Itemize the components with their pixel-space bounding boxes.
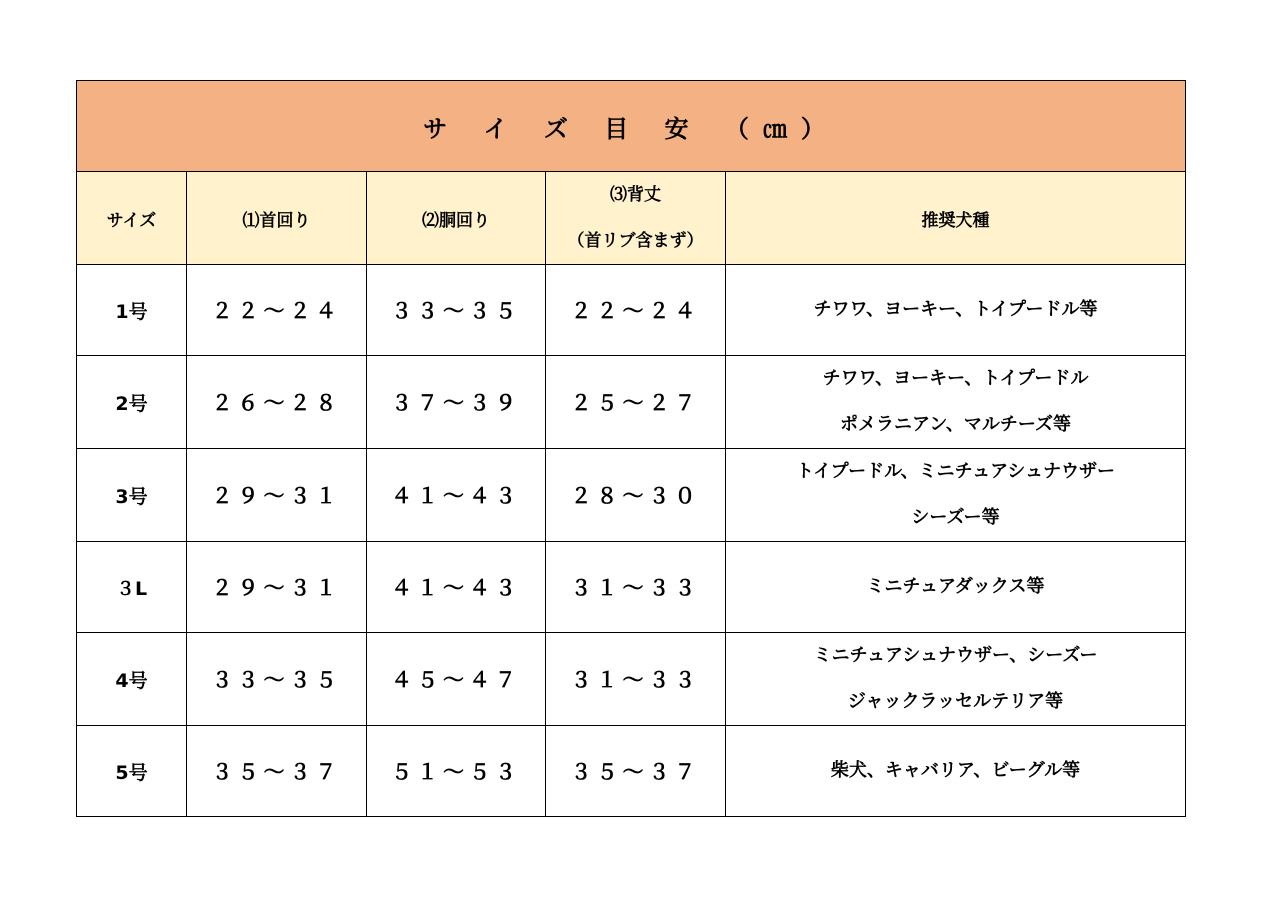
header-back-label: ⑶背丈 <box>610 185 661 205</box>
size-cell: 2号 <box>77 356 187 449</box>
table-row <box>77 356 1186 449</box>
table-row <box>77 449 1186 542</box>
breeds-cell <box>726 265 1186 356</box>
breeds-line: ミニチュアダックス等 <box>866 576 1045 597</box>
neck-cell: ２９～３１ <box>187 542 367 633</box>
breeds-line: シーズー等 <box>911 507 1000 528</box>
neck-cell: ２９～３１ <box>187 449 367 542</box>
breeds-cell <box>726 449 1186 542</box>
back-cell: ３１～３３ <box>546 633 726 726</box>
breeds-cell <box>726 726 1186 817</box>
breeds-cell <box>726 356 1186 449</box>
header-neck: ⑴首回り <box>187 172 367 265</box>
neck-cell: ２６～２８ <box>187 356 367 449</box>
back-cell: ２２～２４ <box>546 265 726 356</box>
breeds-line: 柴犬、キャバリア、ビーグル等 <box>830 760 1081 781</box>
breeds-cell <box>726 542 1186 633</box>
breeds-line: ジャックラッセルテリア等 <box>847 691 1064 712</box>
breeds-line: ミニチュアシュナウザー、シーズー <box>813 645 1098 666</box>
chest-cell: ４１～４３ <box>367 449 546 542</box>
breeds-line: トイプードル、ミニチュアシュナウザー <box>796 461 1116 482</box>
size-cell: 5号 <box>77 726 187 817</box>
chest-cell: ４１～４３ <box>367 542 546 633</box>
breeds-line: ポメラニアン、マルチーズ等 <box>840 414 1071 435</box>
title-row <box>77 81 1186 172</box>
neck-cell: ３３～３５ <box>187 633 367 726</box>
back-cell: ３１～３３ <box>546 542 726 633</box>
breeds-line: チワワ、ヨーキー、トイプードル等 <box>813 299 1098 320</box>
neck-cell: ２２～２４ <box>187 265 367 356</box>
table-row <box>77 542 1186 633</box>
table-row <box>77 633 1186 726</box>
header-back-length <box>546 172 726 265</box>
size-cell: 3号 <box>77 449 187 542</box>
chest-cell: ３３～３５ <box>367 265 546 356</box>
size-cell: ３L <box>77 542 187 633</box>
size-cell: 4号 <box>77 633 187 726</box>
breeds-line: チワワ、ヨーキー、トイプードル <box>822 368 1089 389</box>
header-breeds: 推奨犬種 <box>726 172 1186 265</box>
table-row <box>77 265 1186 356</box>
back-cell: ３５～３７ <box>546 726 726 817</box>
back-cell: ２８～３０ <box>546 449 726 542</box>
neck-cell: ３５～３７ <box>187 726 367 817</box>
back-cell: ２５～２７ <box>546 356 726 449</box>
size-guide-table <box>76 80 1186 817</box>
header-size: サイズ <box>77 172 187 265</box>
size-cell: 1号 <box>77 265 187 356</box>
table-row <box>77 726 1186 817</box>
header-row <box>77 172 1186 265</box>
header-back-note: （首リブ含まず） <box>567 231 704 251</box>
chest-cell: ５１～５３ <box>367 726 546 817</box>
header-chest: ⑵胴回り <box>367 172 546 265</box>
breeds-cell <box>726 633 1186 726</box>
chest-cell: ３７～３９ <box>367 356 546 449</box>
chest-cell: ４５～４７ <box>367 633 546 726</box>
table-title: サ イ ズ 目 安 （㎝） <box>77 81 1186 172</box>
